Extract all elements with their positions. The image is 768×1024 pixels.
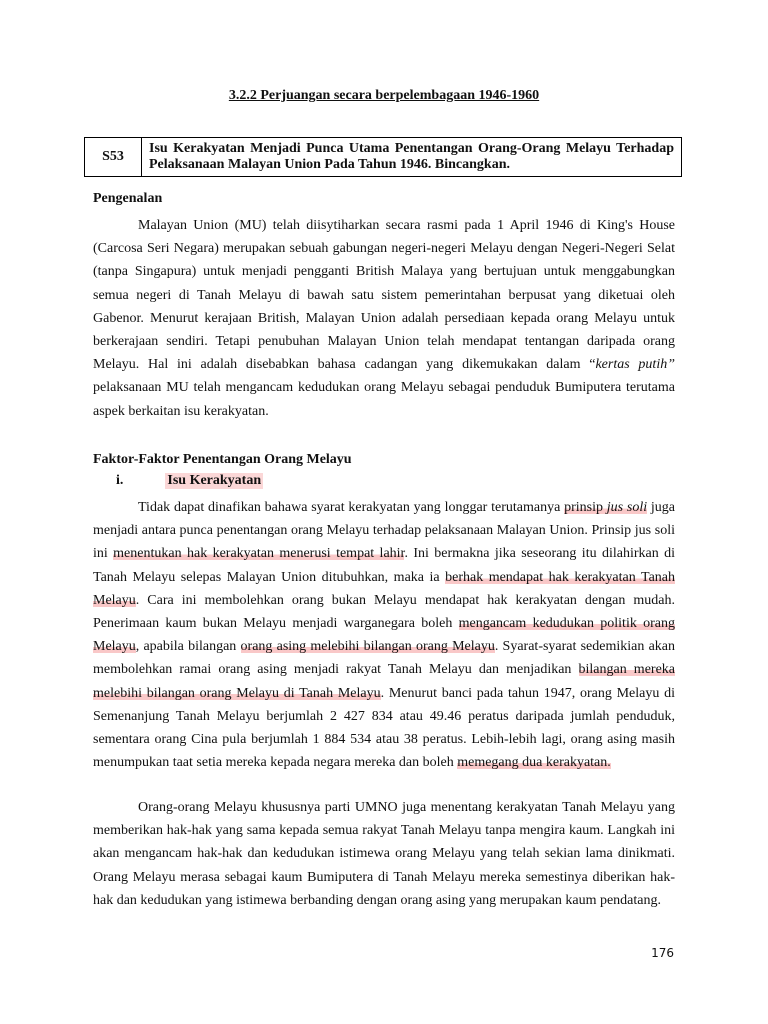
highlight-dua-kerakyatan: memegang dua kerakyatan. [457,755,611,771]
factor-item-number: i. [116,473,124,488]
page-number: 176 [651,946,674,960]
factor-paragraph-1 [93,496,675,774]
text-run: . Syarat-syarat sedemikian akan membolehkan ramai orang asing menjadi rakyat Tanah Melayu dan menjadikan [93,639,676,678]
highlight-tempat-lahir: menentukan hak kerakyatan menerusi tempat lahir [113,546,405,562]
text-run: juga menjadi antara punca penentangan orang Melayu terhadap pelaksanaan Malayan Union. Prinsip jus soli ini [93,500,675,562]
intro-text-end: pelaksanaan MU telah mengancam kedudukan orang Melayu sebagai penduduk Bumiputera terutama aspek berkaitan isu kerakyatan. [93,380,675,419]
section-heading [0,88,768,104]
highlight-italic: jus soli [606,500,648,515]
factor-paragraph-2: Orang-orang Melayu khususnya parti UMNO juga menentang kerakyatan Tanah Melayu yang memberikan hak-hak yang sama kepada semua rakyat Tanah Melayu tanpa mengira kaum. Langkah ini akan mengancam hak-hak dan kedudukan istimewa orang Melayu yang telah sekian lama dinikmati. Orang Melayu merasa sebagai kaum Bumiputera di Tanah Melayu mereka semestinya diberikan hak-hak dan kedudukan yang istimewa berbanding dengan orang asing yang merupakan kaum pendatang. [93,800,675,908]
intro-italic: kertas putih” [595,357,675,373]
question-box [84,137,682,177]
highlight-prinsip [564,500,647,515]
question-code: S53 [85,138,142,176]
intro-title: Pengenalan [93,191,163,206]
intro-text: Malayan Union (MU) telah diisytiharkan secara rasmi pada 1 April 1946 di King's House (Carcosa Seri Negara) merupakan sebuah gabungan negeri-negeri Melayu dengan Negeri-Negeri Selat (tanpa Singapura) untuk menjadi pengganti British Malaya yang bertujuan untuk menggabungkan semua negeri di Tanah Melayu di bawah satu sistem pemerintahan berpusat yang diketuai oleh Gabenor. Menurut kerajaan British, Malayan Union adalah persediaan kepada orang Melayu untuk berkerajaan sendiri. Tetapi penubuhan Malayan Union telah mendapat tentangan daripada orang Melayu. Hal ini adalah disebabkan bahasa cadangan yang dikemukakan dalam “ [93,218,675,373]
highlight-hak-kerakyatan: berhak mendapat hak kerakyatan Tanah Melayu [93,569,675,608]
text-run: Tidak dapat dinafikan bahawa syarat kerakyatan yang longgar terutamanya [138,500,565,515]
highlight-bilangan: bilangan mereka melebihi bilangan orang Melayu di Tanah Melayu [93,662,675,701]
intro-paragraph [93,214,675,423]
section-heading-text: 3.2.2 Perjuangan secara berpelembagaan 1946-1960 [228,88,540,103]
text-run: . Cara ini membolehkan orang bukan Melayu mendapat hak kerakyatan dengan mudah. Penerimaan kaum bukan Melayu menjadi warganegara boleh [93,592,675,632]
text-run: . Ini bermakna jika seseorang itu dilahirkan di Tanah Melayu selepas Malayan Union ditubuhkan, maka ia [93,546,675,585]
question-text: Isu Kerakyatan Menjadi Punca Utama Penentangan Orang-Orang Melayu Terhadap Pelaksanaan Malayan Union Pada Tahun 1946. Bincangkan. [149,141,674,172]
text-run: , apabila bilangan [135,639,241,655]
factors-title: Faktor-Faktor Penentangan Orang Melayu [93,452,352,467]
factor-item [116,473,263,489]
highlight-text: prinsip [564,500,607,515]
highlight-kedudukan-politik: mengancam kedudukan politik orang Melayu [93,616,676,655]
highlight-orang-asing: orang asing melebihi bilangan orang Melayu [240,639,495,655]
factor-item-title: Isu Kerakyatan [167,473,262,488]
text-run: . Menurut banci pada tahun 1947, orang Melayu di Semenanjung Tanah Melayu berjumlah 2 427 834 atau 49.46 peratus daripada jumlah penduduk, sementara orang Cina pula berjumlah 1 884 534 atau 38 peratus. Lebih-lebih lagi, orang asing masih menumpukan taat setia mereka kepada negara mereka dan boleh [93,685,675,771]
